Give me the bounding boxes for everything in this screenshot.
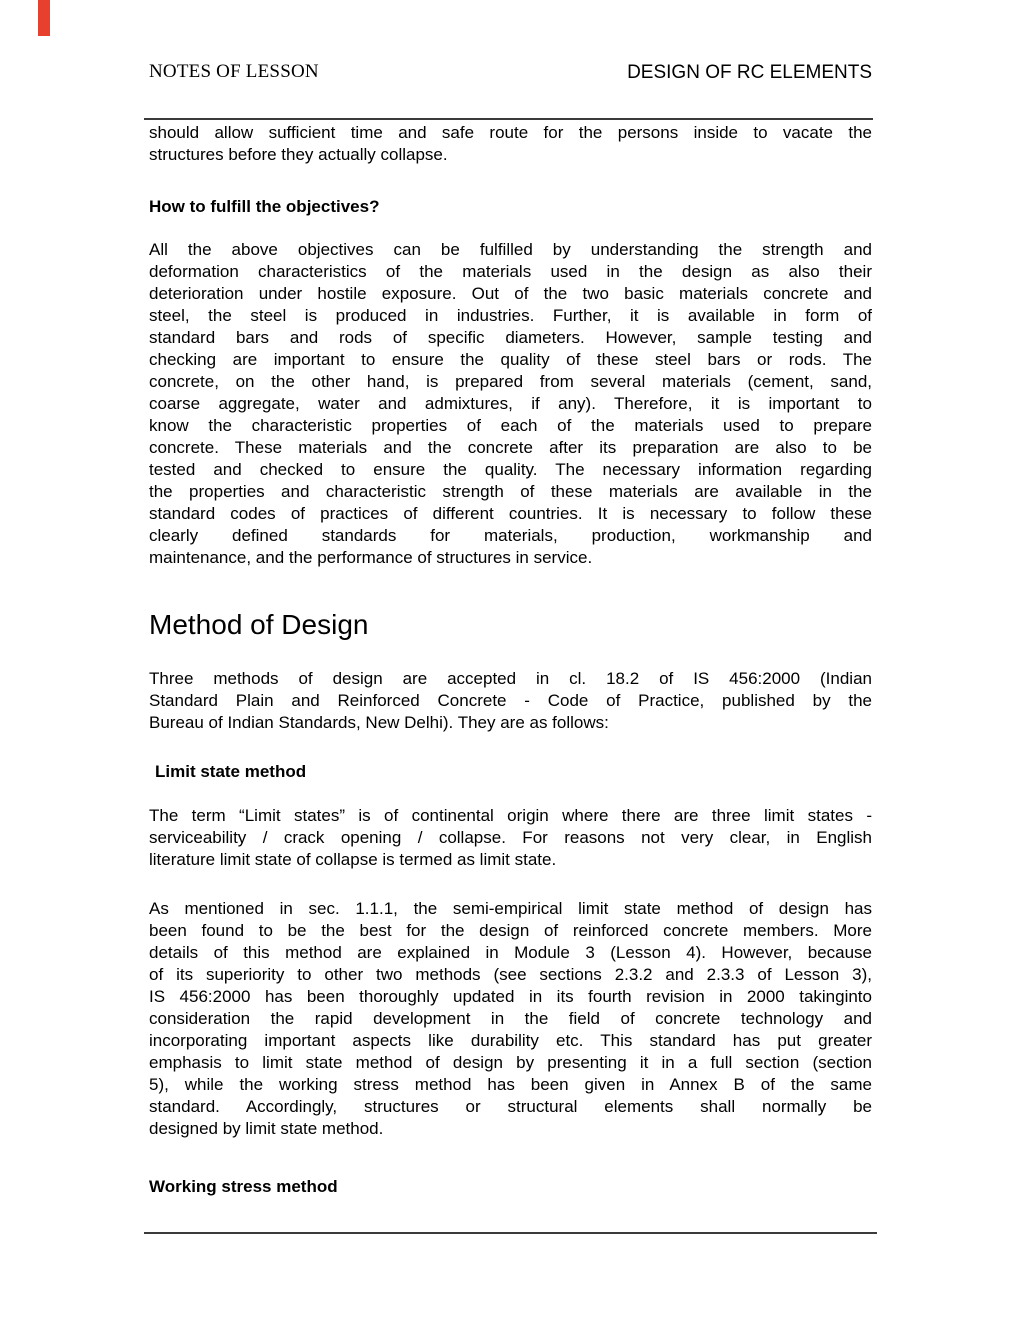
header-left-title: NOTES OF LESSON (149, 61, 319, 82)
text-line: Bureau of Indian Standards, New Delhi). They are as follows: (149, 713, 609, 732)
text-line: steel, the steel is produced in industries. Further, it is available in form of (149, 306, 872, 325)
text-line: coarse aggregate, water and admixtures, if any). Therefore, it is important to (149, 394, 872, 413)
text-line: As mentioned in sec. 1.1.1, the semi-empirical limit state method of design has (149, 899, 872, 918)
text-line: incorporating important aspects like durability etc. This standard has put greater (149, 1031, 872, 1050)
text-line: structures before they actually collapse. (149, 145, 448, 164)
text-line: designed by limit state method. (149, 1119, 384, 1138)
text-line: Standard Plain and Reinforced Concrete - Code of Practice, published by the (149, 691, 872, 710)
text-line: standard codes of practices of different countries. It is necessary to follow these (149, 504, 872, 523)
text-line: been found to be the best for the design of reinforced concrete members. More (149, 921, 872, 940)
text-line: clearly defined standards for materials, production, workmanship and (149, 526, 872, 545)
text-line: deterioration under hostile exposure. Out of the two basic materials concrete and (149, 284, 872, 303)
limit-state-heading: Limit state method (155, 762, 307, 781)
text-line: maintenance, and the performance of structures in service. (149, 548, 593, 567)
objectives-heading: How to fulfill the objectives? (149, 197, 380, 216)
text-line: the properties and characteristic strength of these materials are available in the (149, 482, 872, 501)
footer-rule (144, 1232, 877, 1234)
text-line: emphasis to limit state method of design by presenting it in a full section (section (149, 1053, 872, 1072)
method-paragraph (149, 668, 872, 734)
text-line: deformation characteristics of the materials used in the design as also their (149, 262, 872, 281)
text-line: consideration the rapid development in the field of concrete technology and (149, 1009, 872, 1028)
working-stress-heading: Working stress method (149, 1177, 338, 1196)
limit-state-paragraph-2 (149, 898, 872, 1140)
text-line: literature limit state of collapse is termed as limit state. (149, 850, 557, 869)
text-line: checking are important to ensure the quality of these steel bars or rods. The (149, 350, 872, 369)
text-line: standard bars and rods of specific diameters. However, sample testing and (149, 328, 872, 347)
text-line: tested and checked to ensure the quality. The necessary information regarding (149, 460, 872, 479)
text-line: details of this method are explained in Module 3 (Lesson 4). However, because (149, 943, 872, 962)
method-of-design-heading: Method of Design (149, 609, 369, 640)
text-line: Three methods of design are accepted in cl. 18.2 of IS 456:2000 (Indian (149, 669, 872, 688)
header-rule (144, 118, 873, 120)
text-line: standard. Accordingly, structures or structural elements shall normally be (149, 1097, 872, 1116)
text-line: serviceability / crack opening / collapse. For reasons not very clear, in English (149, 828, 872, 847)
text-line: 5), while the working stress method has been given in Annex B of the same (149, 1075, 872, 1094)
text-line: know the characteristic properties of each of the materials used to prepare (149, 416, 872, 435)
text-line: of its superiority to other two methods (see sections 2.3.2 and 2.3.3 of Lesson 3), (149, 965, 872, 984)
text-line: IS 456:2000 has been thoroughly updated in its fourth revision in 2000 takinginto (149, 987, 872, 1006)
intro-paragraph (149, 122, 872, 166)
text-line: All the above objectives can be fulfilled by understanding the strength and (149, 240, 872, 259)
limit-state-paragraph-1 (149, 805, 872, 871)
text-line: should allow sufficient time and safe route for the persons inside to vacate the (149, 123, 872, 142)
objectives-paragraph (149, 239, 872, 569)
header-right-title: DESIGN OF RC ELEMENTS (627, 62, 872, 83)
text-line: The term “Limit states” is of continental origin where there are three limit states - (149, 806, 872, 825)
text-line: concrete, on the other hand, is prepared from several materials (cement, sand, (149, 372, 872, 391)
text-line: concrete. These materials and the concrete after its preparation are also to be (149, 438, 872, 457)
red-marker (38, 0, 50, 36)
